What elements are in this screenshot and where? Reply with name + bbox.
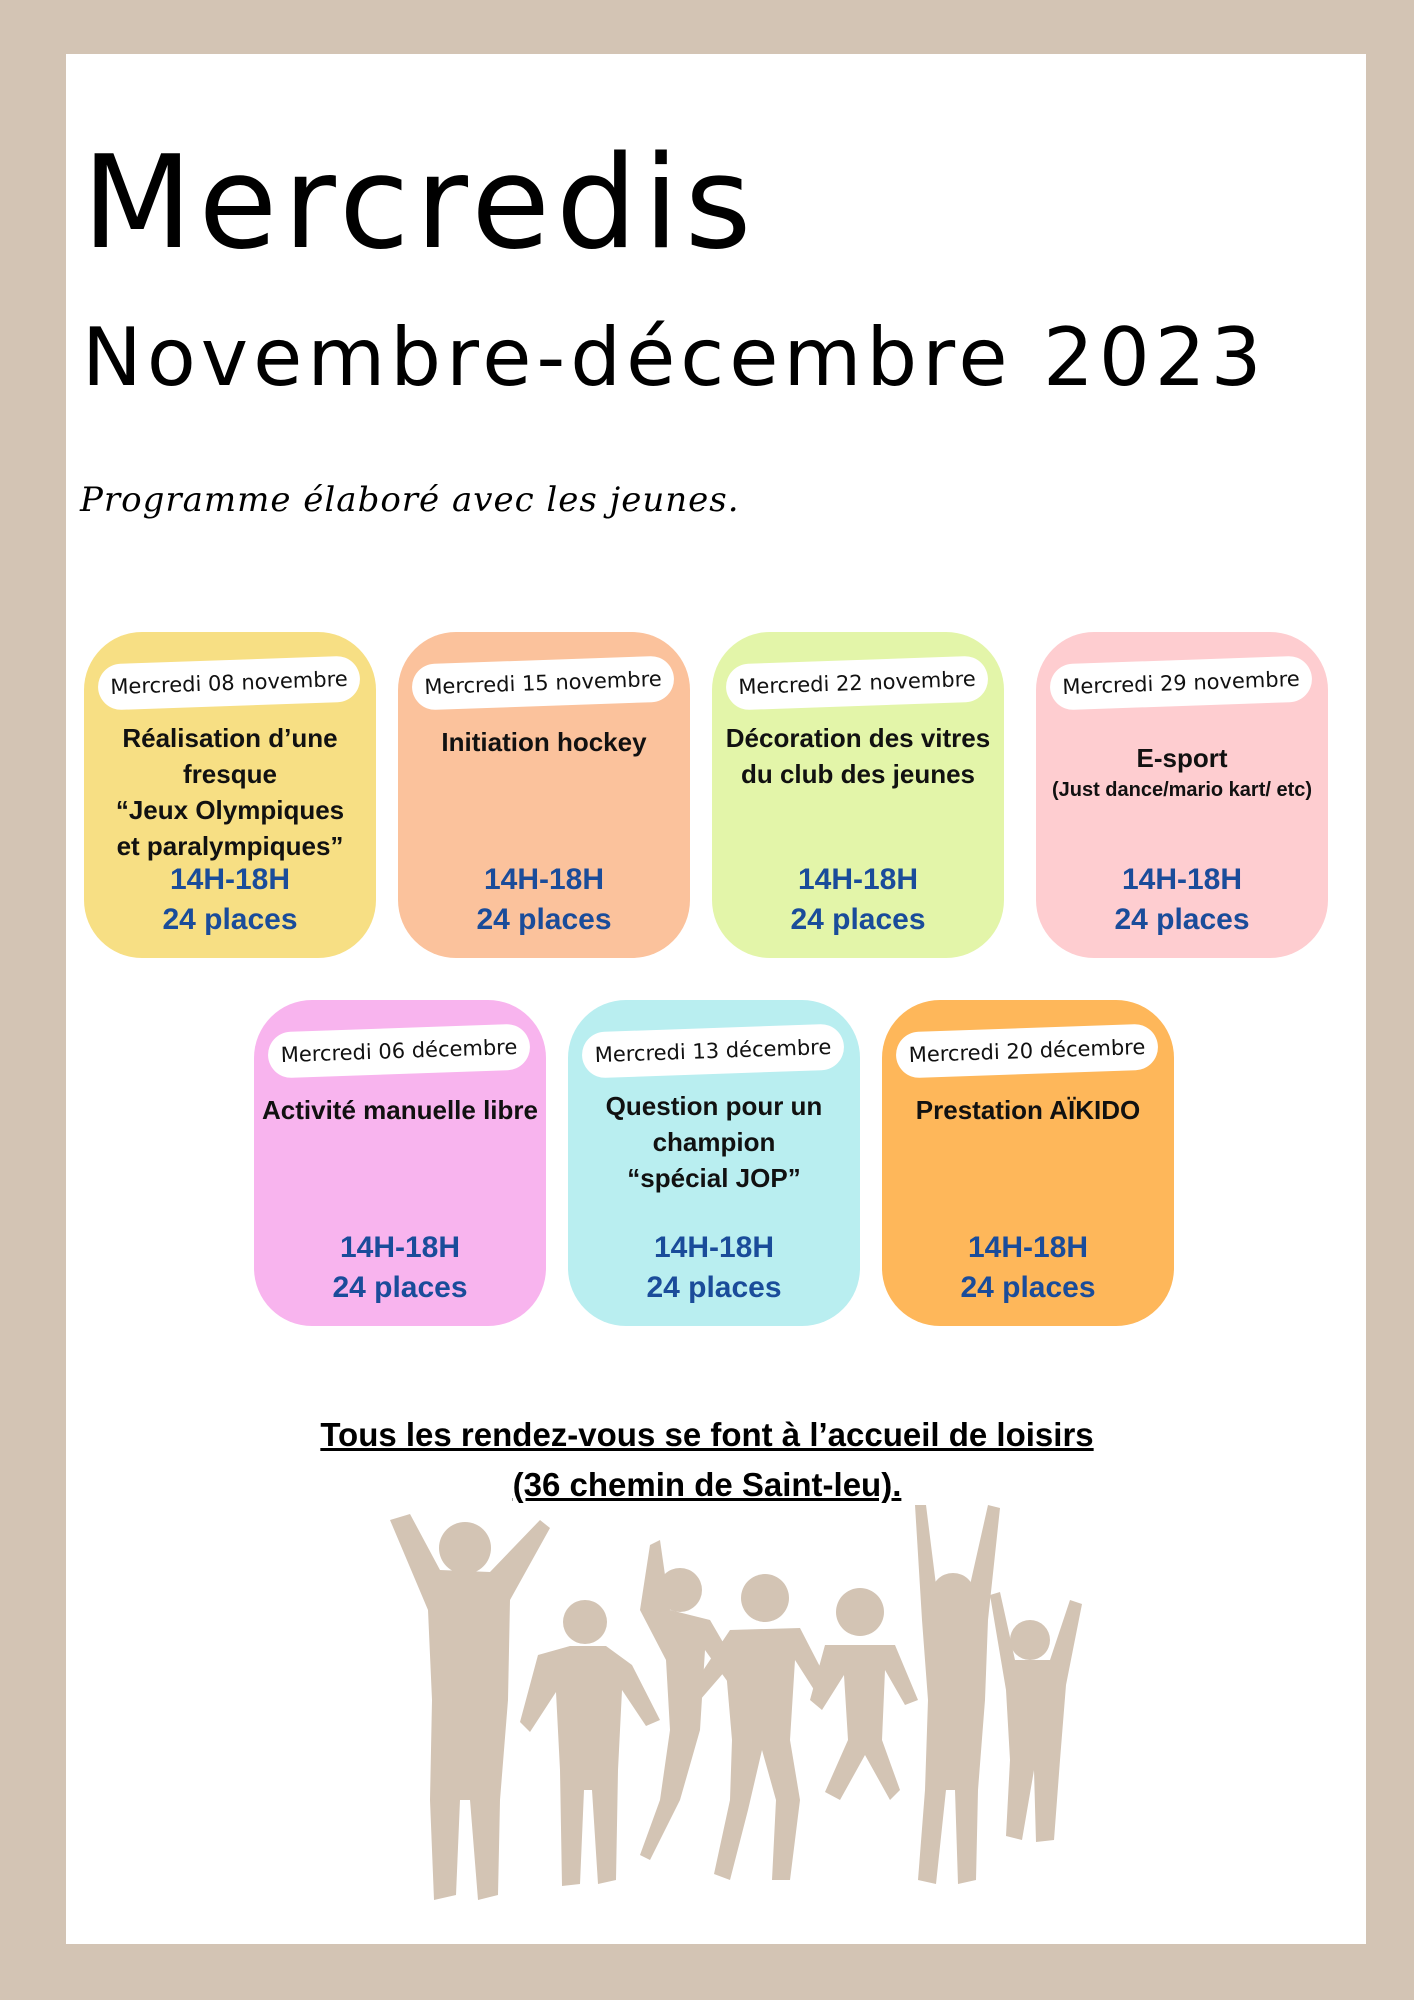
activity-time: 14H-18H bbox=[653, 1231, 775, 1264]
activity-info bbox=[254, 1228, 546, 1308]
activity-title-line: Prestation AÏKIDO bbox=[915, 1095, 1141, 1125]
activity-title-line: Activité manuelle libre bbox=[262, 1095, 538, 1125]
activity-title bbox=[718, 720, 998, 792]
activity-title-line: fresque bbox=[183, 759, 277, 789]
activity-card bbox=[254, 1000, 546, 1326]
activity-info bbox=[712, 860, 1004, 940]
activity-time: 14H-18H bbox=[1121, 863, 1243, 896]
activity-card bbox=[882, 1000, 1174, 1326]
meeting-point bbox=[0, 1410, 1414, 1510]
meeting-point-line-2: (36 chemin de Saint-leu). bbox=[512, 1466, 902, 1503]
activity-time: 14H-18H bbox=[169, 863, 291, 896]
activity-title-line: E-sport bbox=[1136, 743, 1228, 773]
activity-card bbox=[712, 632, 1004, 958]
activity-title-line: du club des jeunes bbox=[740, 759, 976, 789]
activity-title-line: “Jeux Olympiques bbox=[115, 795, 345, 825]
activity-places: 24 places bbox=[790, 903, 926, 936]
activity-date: Mercredi 20 décembre bbox=[895, 1023, 1158, 1078]
activity-places: 24 places bbox=[476, 903, 612, 936]
activity-date: Mercredi 22 novembre bbox=[725, 655, 988, 710]
page-title: Mercredis bbox=[82, 129, 758, 278]
activity-info bbox=[1036, 860, 1328, 940]
activity-title bbox=[404, 724, 684, 760]
activity-places: 24 places bbox=[646, 1271, 782, 1304]
activity-title bbox=[90, 720, 370, 864]
activity-title bbox=[260, 1092, 540, 1128]
activity-places: 24 places bbox=[332, 1271, 468, 1304]
activity-title-line: et paralympiques” bbox=[116, 831, 344, 861]
activity-date: Mercredi 15 novembre bbox=[411, 655, 674, 710]
activity-places: 24 places bbox=[960, 1271, 1096, 1304]
activity-title bbox=[574, 1088, 854, 1196]
activity-card bbox=[1036, 632, 1328, 958]
activity-card bbox=[568, 1000, 860, 1326]
activity-note: (Just dance/mario kart/ etc) bbox=[1051, 779, 1313, 801]
activity-date: Mercredi 13 décembre bbox=[581, 1023, 844, 1078]
activity-places: 24 places bbox=[162, 903, 298, 936]
tagline: Programme élaboré avec les jeunes. bbox=[80, 480, 740, 520]
jumping-people-silhouettes-icon bbox=[370, 1500, 1090, 1920]
activity-title-line: Décoration des vitres bbox=[725, 723, 991, 753]
activity-title-line: Réalisation d’une bbox=[122, 723, 338, 753]
activity-title bbox=[888, 1092, 1168, 1128]
activity-title-line: Question pour un bbox=[605, 1091, 823, 1121]
activity-time: 14H-18H bbox=[339, 1231, 461, 1264]
activity-title bbox=[1042, 740, 1322, 804]
activity-places: 24 places bbox=[1114, 903, 1250, 936]
activity-info bbox=[882, 1228, 1174, 1308]
page-subtitle: Novembre-décembre 2023 bbox=[82, 311, 1267, 404]
activity-info bbox=[398, 860, 690, 940]
activity-title-line: champion bbox=[652, 1127, 776, 1157]
activity-info bbox=[568, 1228, 860, 1308]
activity-time: 14H-18H bbox=[797, 863, 919, 896]
activity-time: 14H-18H bbox=[967, 1231, 1089, 1264]
activity-title-line: “spécial JOP” bbox=[627, 1163, 801, 1193]
activity-time: 14H-18H bbox=[483, 863, 605, 896]
activity-date: Mercredi 08 novembre bbox=[97, 655, 360, 710]
activity-date: Mercredi 29 novembre bbox=[1049, 655, 1312, 710]
activity-info bbox=[84, 860, 376, 940]
activity-card bbox=[398, 632, 690, 958]
activity-date: Mercredi 06 décembre bbox=[267, 1023, 530, 1078]
meeting-point-line-1: Tous les rendez-vous se font à l’accueil de loisirs bbox=[320, 1416, 1094, 1453]
activity-title-line: Initiation hockey bbox=[441, 727, 647, 757]
activity-card bbox=[84, 632, 376, 958]
